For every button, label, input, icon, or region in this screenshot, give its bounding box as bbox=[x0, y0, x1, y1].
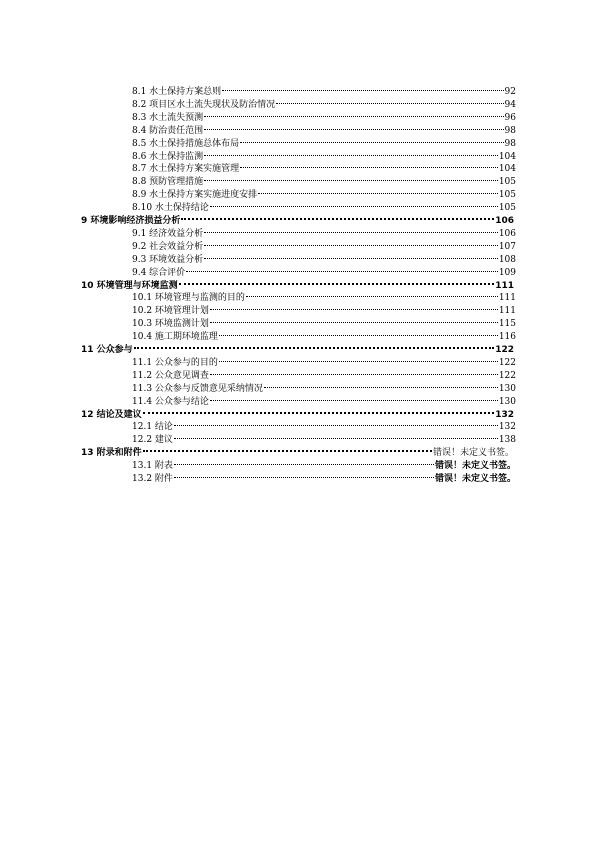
toc-dot-leader bbox=[258, 184, 498, 197]
toc-section-entry[interactable] bbox=[132, 94, 516, 110]
toc-page-number: 122 bbox=[498, 357, 516, 368]
toc-page-number: 122 bbox=[498, 370, 516, 381]
toc-dot-leader bbox=[186, 262, 498, 275]
toc-chapter-entry[interactable] bbox=[81, 339, 514, 355]
toc-section-entry[interactable] bbox=[132, 146, 516, 162]
toc-page-number: 138 bbox=[498, 435, 516, 446]
toc-dot-leader bbox=[264, 378, 498, 391]
toc-entry-label: 8.10 水土保持结论 bbox=[132, 203, 209, 214]
toc-page-number: 111 bbox=[498, 293, 516, 304]
toc-entry-label: 10.1 环境管理与监测的目的 bbox=[132, 293, 245, 304]
toc-dot-leader bbox=[210, 197, 498, 210]
toc-section-entry[interactable] bbox=[132, 365, 516, 381]
toc-section-entry[interactable] bbox=[132, 287, 516, 304]
toc-dot-leader bbox=[276, 94, 503, 107]
toc-section-entry[interactable] bbox=[132, 262, 516, 278]
toc-section-entry[interactable] bbox=[132, 313, 516, 330]
toc-dot-leader bbox=[174, 455, 434, 468]
toc-chapter-entry[interactable] bbox=[81, 442, 514, 459]
toc-page-number: 104 bbox=[498, 164, 516, 175]
toc-entry-label: 10.3 环境监测计划 bbox=[132, 319, 209, 330]
toc-dot-leader bbox=[204, 223, 498, 236]
toc-page-number: 92 bbox=[504, 87, 516, 97]
toc-entry-label: 11 公众参与 bbox=[81, 345, 133, 355]
toc-page-number: 116 bbox=[498, 332, 516, 343]
toc-entry-label: 9.3 环境效益分析 bbox=[132, 254, 204, 265]
toc-section-entry[interactable] bbox=[132, 184, 516, 201]
toc-section-entry[interactable] bbox=[132, 133, 516, 149]
toc-section-entry[interactable] bbox=[132, 120, 516, 136]
toc-dot-leader bbox=[222, 81, 503, 94]
toc-page-number: 115 bbox=[498, 319, 516, 330]
toc-entry-label: 9.2 社会效益分析 bbox=[132, 241, 204, 252]
toc-section-entry[interactable] bbox=[132, 300, 516, 317]
toc-entry-label: 8.3 水土流失预测 bbox=[132, 112, 204, 123]
toc-entry-label: 8.6 水土保持监测 bbox=[132, 151, 204, 162]
toc-section-entry[interactable] bbox=[132, 391, 516, 407]
toc-page-number: 96 bbox=[504, 112, 516, 123]
toc-dot-leader bbox=[179, 275, 495, 288]
toc-section-entry[interactable] bbox=[132, 81, 516, 97]
toc-page-number: 错误！未定义书签。 bbox=[434, 474, 516, 484]
toc-dot-leader bbox=[174, 468, 434, 481]
toc-page-number: 122 bbox=[495, 345, 514, 355]
toc-section-entry[interactable] bbox=[132, 197, 516, 214]
toc-page-number: 98 bbox=[504, 125, 516, 136]
toc-dot-leader bbox=[204, 120, 503, 133]
toc-dot-leader bbox=[204, 107, 503, 120]
toc-section-entry[interactable] bbox=[132, 236, 516, 252]
toc-page-number: 106 bbox=[495, 216, 514, 226]
toc-dot-leader bbox=[210, 313, 498, 326]
toc-entry-label: 9.4 综合评价 bbox=[132, 267, 186, 278]
toc-page-number: 94 bbox=[504, 99, 516, 110]
toc-section-entry[interactable] bbox=[132, 223, 516, 239]
toc-section-entry[interactable] bbox=[132, 429, 516, 446]
toc-chapter-entry[interactable] bbox=[81, 275, 514, 291]
toc-dot-leader bbox=[219, 326, 498, 339]
toc-entry-label: 10 环境管理与环境监测 bbox=[81, 280, 178, 291]
toc-entry-label: 10.4 施工期环境监理 bbox=[132, 332, 218, 343]
toc-section-entry[interactable] bbox=[132, 378, 516, 394]
toc-section-entry[interactable] bbox=[132, 326, 516, 343]
toc-entry-label: 11.1 公众参与的目的 bbox=[132, 357, 218, 368]
toc-entry-label: 9 环境影响经济损益分析 bbox=[81, 216, 181, 226]
toc-section-entry[interactable] bbox=[132, 468, 516, 484]
toc-page-number: 105 bbox=[498, 190, 516, 201]
toc-entry-label: 8.2 项目区水土流失现状及防治情况 bbox=[132, 99, 276, 110]
toc-dot-leader bbox=[210, 365, 498, 378]
toc-entry-label: 8.7 水土保持方案实施管理 bbox=[132, 164, 240, 175]
toc-page-number: 130 bbox=[498, 383, 516, 394]
toc-page-number: 错误！未定义书签。 bbox=[432, 448, 514, 459]
toc-chapter-entry[interactable] bbox=[81, 210, 514, 226]
toc-entry-label: 8.9 水土保持方案实施进度安排 bbox=[132, 190, 258, 201]
toc-entry-label: 9.1 经济效益分析 bbox=[132, 228, 204, 239]
toc-page-number: 109 bbox=[498, 267, 516, 278]
toc-dot-leader bbox=[204, 171, 498, 184]
toc-entry-label: 8.5 水土保持措施总体布局 bbox=[132, 138, 240, 149]
toc-page-number: 105 bbox=[498, 177, 516, 188]
toc-page-number: 111 bbox=[498, 306, 516, 317]
toc-section-entry[interactable] bbox=[132, 158, 516, 175]
toc-entry-label: 8.1 水土保持方案总则 bbox=[132, 87, 222, 97]
toc-page-number: 111 bbox=[495, 280, 514, 291]
toc-entry-label: 13 附录和附件 bbox=[81, 448, 142, 459]
toc-section-entry[interactable] bbox=[132, 416, 516, 433]
toc-dot-leader bbox=[240, 158, 498, 171]
toc-entry-label: 12.2 建议 bbox=[132, 435, 173, 446]
toc-dot-leader bbox=[143, 442, 432, 455]
toc-entry-label: 13.2 附件 bbox=[132, 474, 173, 484]
toc-page-number: 130 bbox=[498, 396, 516, 407]
toc-entry-label: 11.2 公众意见调查 bbox=[132, 370, 209, 381]
toc-page-number: 105 bbox=[498, 203, 516, 214]
toc-page-number: 106 bbox=[498, 228, 516, 239]
toc-page-number: 104 bbox=[498, 151, 516, 162]
toc-section-entry[interactable] bbox=[132, 107, 516, 123]
toc-dot-leader bbox=[210, 391, 498, 404]
toc-section-entry[interactable] bbox=[132, 249, 516, 265]
toc-page-number: 108 bbox=[498, 254, 516, 265]
toc-dot-leader bbox=[204, 146, 498, 159]
toc-dot-leader bbox=[246, 287, 498, 300]
toc-section-entry[interactable] bbox=[132, 352, 516, 368]
toc-entry-label: 11.3 公众参与反馈意见采纳情况 bbox=[132, 383, 263, 394]
toc-entry-label: 11.4 公众参与结论 bbox=[132, 396, 209, 407]
toc-dot-leader bbox=[210, 300, 498, 313]
toc-page-number: 107 bbox=[498, 241, 516, 252]
toc-entry-label: 10.2 环境管理计划 bbox=[132, 306, 209, 317]
toc-dot-leader bbox=[240, 133, 503, 146]
toc-page-number: 132 bbox=[495, 409, 514, 420]
toc-dot-leader bbox=[134, 339, 495, 352]
toc-chapter-entry[interactable] bbox=[81, 404, 514, 420]
toc-page-number: 98 bbox=[504, 138, 516, 149]
toc-dot-leader bbox=[204, 236, 498, 249]
toc-page-number: 错误！未定义书签。 bbox=[434, 461, 516, 472]
toc-entry-label: 13.1 附表 bbox=[132, 461, 173, 472]
toc-entry-label: 8.4 防治责任范围 bbox=[132, 125, 204, 136]
toc-dot-leader bbox=[181, 210, 494, 223]
toc-page-number: 132 bbox=[498, 422, 516, 433]
toc-dot-leader bbox=[174, 429, 498, 442]
toc-entry-label: 12.1 结论 bbox=[132, 422, 173, 433]
toc-entry-label: 8.8 预防管理措施 bbox=[132, 177, 204, 188]
toc-dot-leader bbox=[219, 352, 498, 365]
toc-section-entry[interactable] bbox=[132, 171, 516, 188]
toc-section-entry[interactable] bbox=[132, 455, 516, 472]
toc-dot-leader bbox=[174, 416, 498, 429]
toc-entry-label: 12 结论及建议 bbox=[81, 409, 142, 420]
toc-dot-leader bbox=[204, 249, 498, 262]
toc-dot-leader bbox=[143, 404, 495, 417]
